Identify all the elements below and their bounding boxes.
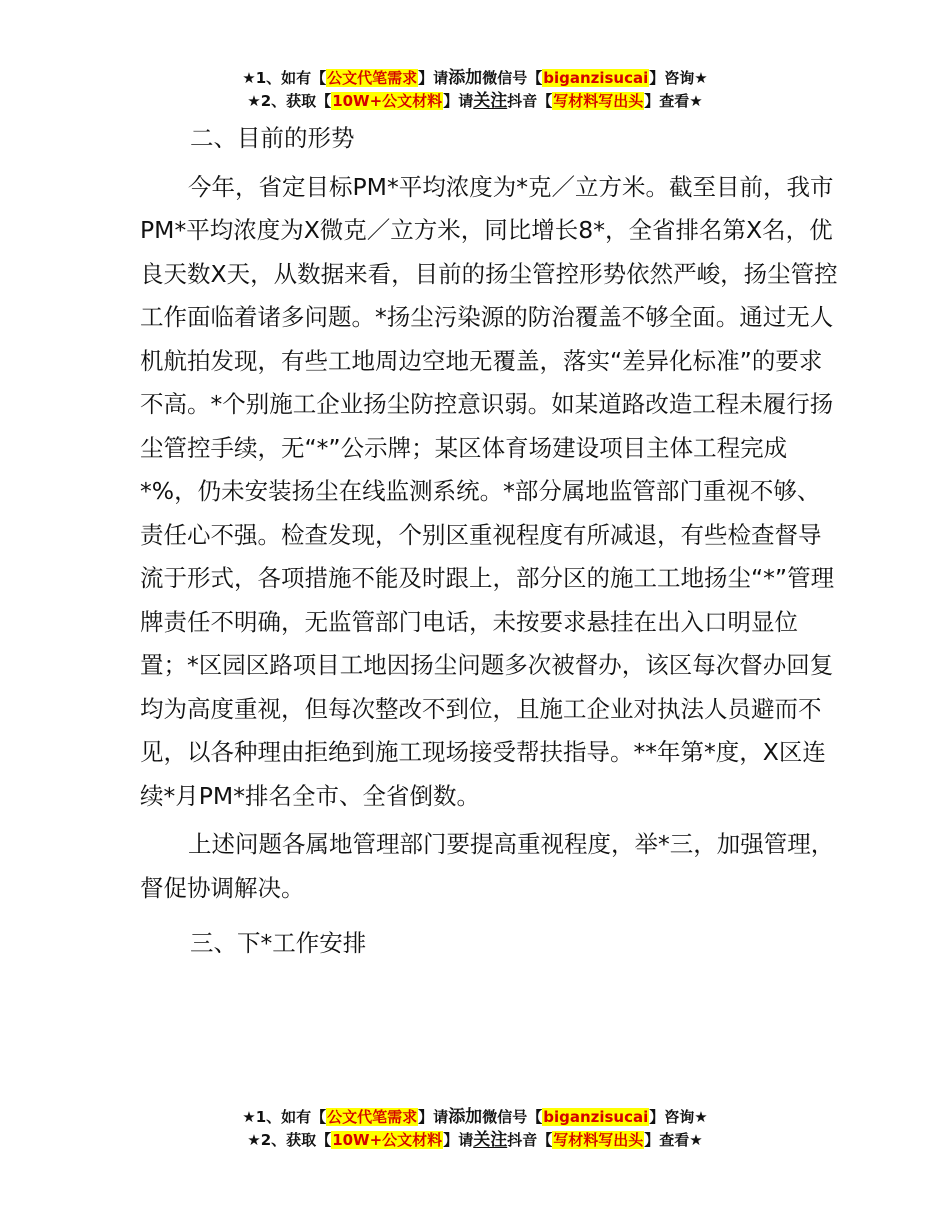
banner-highlight: 公文代笔需求 <box>327 1108 418 1126</box>
footer-banner <box>0 1106 950 1152</box>
banner-highlight: 10W+公文材料 <box>332 1131 443 1149</box>
section-heading-3: 三、下*工作安排 <box>190 929 367 957</box>
banner-highlight: 公文代笔需求 <box>327 69 418 87</box>
banner-highlight: 10W+公文材料 <box>332 92 443 110</box>
wechat-id: biganzisucai <box>543 69 649 87</box>
banner-line-1: ★1、如有【公文代笔需求】请添加微信号【biganzisucai】咨询★ <box>242 68 708 88</box>
banner-line-2: ★2、获取【10W+公文材料】请关注抖音【写材料写出头】查看★ <box>247 91 703 111</box>
header-banner <box>0 67 950 113</box>
douyin-account: 写材料写出头 <box>553 92 644 110</box>
section-heading-2: 二、目前的形势 <box>190 124 355 152</box>
banner-line-2: ★2、获取【10W+公文材料】请关注抖音【写材料写出头】查看★ <box>247 1130 703 1150</box>
wechat-id: biganzisucai <box>543 1108 649 1126</box>
paragraph-situation: 今年，省定目标PM*平均浓度为*克／立方米。截至目前，我市PM*平均浓度为X微克／立方米，同比增长8*，全省排名第X名，优良天数X天，从数据来看，目前的扬尘管控形势依然严峻，扬尘管控工作面临着诸多问题。*扬尘污染源的防治覆盖不够全面。通过无人机航拍发现，有些工地周边空地无覆盖，落实“差异化标准”的要求不高。*个别施工企业扬尘防控意识弱。如某道路改造工程未履行扬尘管控手续，无“*”公示牌；某区体育场建设项目主体工程完成*%，仍未安装扬尘在线监测系统。*部分属地监管部门重视不够、责任心不强。检查发现，个别区重视程度有所减退，有些检查督导流于形式，各项措施不能及时跟上，部分区的施工工地扬尘“*”管理牌责任不明确，无监管部门电话，未按要求悬挂在出入口明显位置；*区园区路项目工地因扬尘问题多次被督办，该区每次督办回复均为高度重视，但每次整改不到位，且施工企业对执法人员避而不见，以各种理由拒绝到施工现场接受帮扶指导。**年第*度，X区连续*月PM*排名全市、全省倒数。 <box>140 172 838 810</box>
paragraph-conclusion: 上述问题各属地管理部门要提高重视程度，举*三，加强管理，督促协调解决。 <box>140 830 835 902</box>
douyin-account: 写材料写出头 <box>553 1131 644 1149</box>
document-body <box>140 117 840 966</box>
banner-line-1: ★1、如有【公文代笔需求】请添加微信号【biganzisucai】咨询★ <box>242 1107 708 1127</box>
